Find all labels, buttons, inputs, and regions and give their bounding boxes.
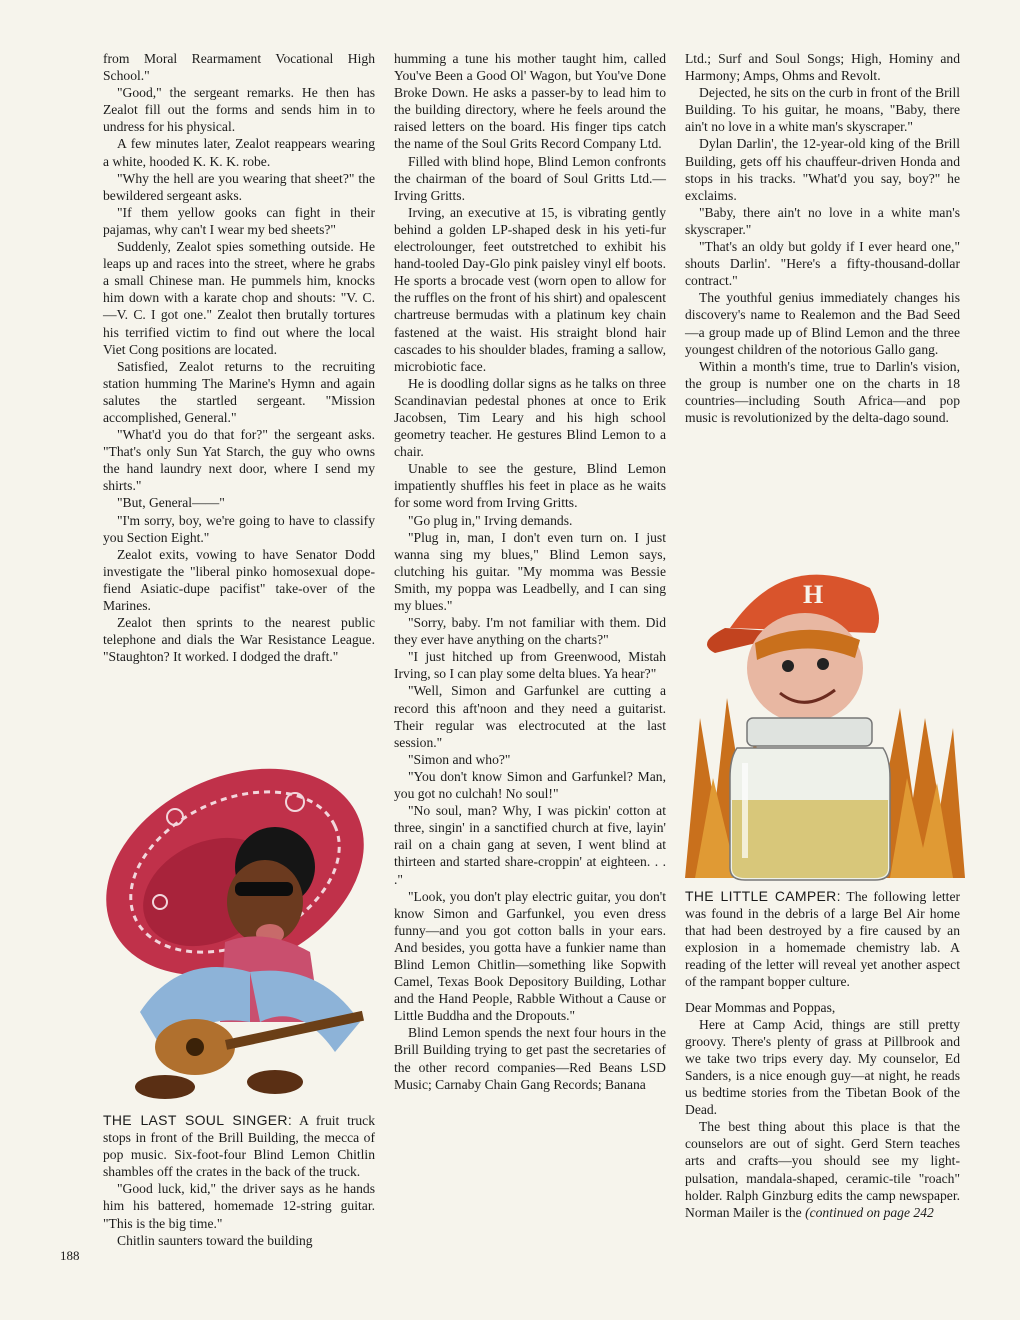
soul-singer-illustration xyxy=(100,722,385,1107)
paragraph: Blind Lemon spends the next four hours in the Brill Building trying to get past the secretaries of the other record companies—Red Beans LSD Music; Carnaby Chain Gang Records; Banana xyxy=(394,1025,666,1092)
paragraph: Zealot exits, vowing to have Senator Dodd investigate the "liberal pinko homosexual dope-fiend Asiatic-dupe pacifist" take-over of the Marines. xyxy=(103,546,375,613)
caption-text: A fruit truck stops in front of the Brill Building, the mecca of pop music. Six-foot-four Blind Lemon Chitlin shambles off the crates in the back of the truck. xyxy=(103,1113,376,1180)
paragraph: A few minutes later, Zealot reappears wearing a white, hooded K. K. K. robe. xyxy=(103,136,375,169)
caption-last-soul-singer xyxy=(103,1112,375,1249)
paragraph: Unable to see the gesture, Blind Lemon impatiently shuffles his feet in place as he waits for some word from Irving Gritts. xyxy=(394,461,666,511)
paragraph: "That's an oldy but goldy if I ever heard one," shouts Darlin'. "Here's a fifty-thousand-dollar contract." xyxy=(685,239,960,289)
paragraph xyxy=(685,1118,960,1221)
paragraph: "But, General——" xyxy=(117,495,225,511)
paragraph: from Moral Rearmament Vocational High School." xyxy=(103,51,375,84)
paragraph: "Go plug in," Irving demands. xyxy=(408,512,573,528)
continued-note: (continued on page 242 xyxy=(805,1204,934,1220)
svg-text:H: H xyxy=(803,580,824,609)
article-column-2 xyxy=(394,50,666,1093)
paragraph: "If them yellow gooks can fight in their pajamas, why can't I wear my bed sheets?" xyxy=(103,204,375,237)
caption-text: The following letter was found in the debris of a large Bel Air home that had been destroyed by a fire caused by an explosion in a homemade chemistry lab. A reading of the letter will reveal yet another aspect of the rampant bopper culture. xyxy=(685,889,961,990)
caption-first-paragraph xyxy=(685,888,960,991)
paragraph: Satisfied, Zealot returns to the recruiting station humming The Marine's Hymn and again salutes the startled sergeant. "Mission accomplished, General." xyxy=(103,358,375,425)
paragraph: humming a tune his mother taught him, called You've Been a Good Ol' Wagon, but You've Done Broke Down. He asks a passer-by to lead him to the building directory, where he feels around the raised letters on the board. His finger tips catch the name of the Soul Grits Record Company Ltd. xyxy=(394,51,666,152)
caption-title: THE LITTLE CAMPER: xyxy=(685,888,841,904)
paragraph: "Good," the sergeant remarks. He then has Zealot fill out the forms and sends him in to undress for his physical. xyxy=(103,85,375,135)
paragraph: Dejected, he sits on the curb in front of the Brill Building. To his guitar, he moans, "Baby, there ain't no love in a white man's skyscraper." xyxy=(685,85,960,135)
caption-little-camper xyxy=(685,888,960,1221)
paragraph: "Good luck, kid," the driver says as he hands him his battered, homemade 12-string guitar. "This is the big time." xyxy=(103,1181,375,1231)
paragraph: Here at Camp Acid, things are still pretty groovy. There's plenty of grass at Pillbrook and we take two trips every day. My counselor, Ed Sanders, is a nice enough guy—at night, he reads us bedtime stories from the Tibetan Book of the Dead. xyxy=(685,1016,960,1118)
little-camper-illustration xyxy=(685,548,965,883)
paragraph: "Well, Simon and Garfunkel are cutting a record this aft'noon and they need a guitarist. Their regular was electrocuted at the last session." xyxy=(394,683,666,750)
paragraph: "I'm sorry, boy, we're going to have to classify you Section Eight." xyxy=(103,512,375,545)
caption-title: THE LAST SOUL SINGER: xyxy=(103,1112,293,1128)
letter-salutation: Dear Mommas and Poppas, xyxy=(685,999,836,1015)
paragraph: "I just hitched up from Greenwood, Mistah Irving, so I can play some delta blues. Ya hear?" xyxy=(394,649,666,682)
paragraph: "Sorry, baby. I'm not familiar with them. Did they ever have anything on the charts?" xyxy=(394,615,666,648)
paragraph: Zealot then sprints to the nearest public telephone and dials the War Resistance League. "Staughton? It worked. I dodged the draft." xyxy=(103,615,375,665)
paragraph: Within a month's time, true to Darlin's vision, the group is number one on the charts in 18 countries—including South Africa—and pop music is revolutionized by the delta-dago sound. xyxy=(685,358,960,425)
paragraph: "Plug in, man, I don't even turn on. I just wanna sing my blues," Blind Lemon says, clutching his guitar. "My momma was Bessie Smith, my poppa was Leadbelly, and I can sing my blues." xyxy=(394,529,666,613)
paragraph: The youthful genius immediately changes his discovery's name to Realemon and the Bad Seed—a group made up of Blind Lemon and the three youngest children of the notorious Gallo gang. xyxy=(685,290,960,357)
paragraph: Suddenly, Zealot spies something outside. He leaps up and races into the street, where he grabs a small Chinese man. He pummels him, knocks him down with a karate chop and shouts: "V. C.—V. C. I got one." Zealot then brutally tortures his terrified victim to find out where the local Viet Cong positions are located. xyxy=(103,239,375,357)
paragraph: He is doodling dollar signs as he talks on three Scandinavian pedestal phones at once to Erik Jacobsen, Tim Leary and his high school geometry teacher. He gestures Blind Lemon to a chair. xyxy=(394,375,666,460)
paragraph: Irving, an executive at 15, is vibrating gently behind a golden LP-shaped desk in his yeti-fur electrolounger, feet outstretched to exhibit his hand-tooled Day-Glo pink paisley vinyl elf boots. He sports a brocade vest (worn open to allow for the ruffles on the front of his shirt) and opalescent chartreuse bermudas with a platinum key chain fastened at the waist. His straight blond hair cascades to his shoulder blades, framing a sallow, microbiotic face. xyxy=(394,204,666,374)
paragraph: Filled with blind hope, Blind Lemon confronts the chairman of the board of Soul Gritts Ltd.—Irving Gritts. xyxy=(394,153,666,203)
paragraph: "You don't know Simon and Garfunkel? Man, you got no culchah! No soul!" xyxy=(394,768,666,802)
paragraph: "Simon and who?" xyxy=(408,751,511,767)
paragraph-text: The best thing about this place is that the counselors are out of sight. Gerd Stern teaches arts and crafts—you should see my light-pulsation, mandala-shaped, ceramic-tile "roach" holder. Ralph Ginzburg edits the camp newspaper. Norman Mailer is the xyxy=(685,1119,960,1220)
paragraph: "What'd you do that for?" the sergeant asks. "That's only Sun Yat Starch, the guy who owns the hand laundry next door, where I send my shirts." xyxy=(103,427,375,494)
paragraph: "Baby, there ain't no love in a white man's skyscraper." xyxy=(685,204,960,237)
paragraph: Ltd.; Surf and Soul Songs; High, Hominy and Harmony; Amps, Ohms and Revolt. xyxy=(685,51,960,84)
paragraph: "Why the hell are you wearing that sheet?" the bewildered sergeant asks. xyxy=(103,170,375,203)
paragraph: "Look, you don't play electric guitar, you don't know Simon and Garfunkel, you even dress funny—and you got cotton balls in your ears. And besides, you gotta have a funkier name than Blind Lemon Chitlin—something like Sopwith Camel, Texas Book Depository Building, Lothar and the Hand People, Rabble Without a Cause or Little Buddha and the Dropouts." xyxy=(394,888,666,1024)
article-column-1 xyxy=(103,50,375,665)
paragraph: Chitlin saunters toward the building xyxy=(117,1232,313,1248)
article-column-3 xyxy=(685,50,960,426)
paragraph: "No soul, man? Why, I was pickin' cotton at three, singin' in a sanctified church at five, layin' rail on a chain gang at seven, I went blind at thirteen and started share-croppin' at eighteen. . . ." xyxy=(394,803,666,887)
caption-first-paragraph xyxy=(103,1112,375,1180)
page-number: 188 xyxy=(60,1248,80,1263)
paragraph: Dylan Darlin', the 12-year-old king of the Brill Building, gets off his chauffeur-driven Honda and stops in his tracks. "What'd you say, boy?" he exclaims. xyxy=(685,136,960,203)
